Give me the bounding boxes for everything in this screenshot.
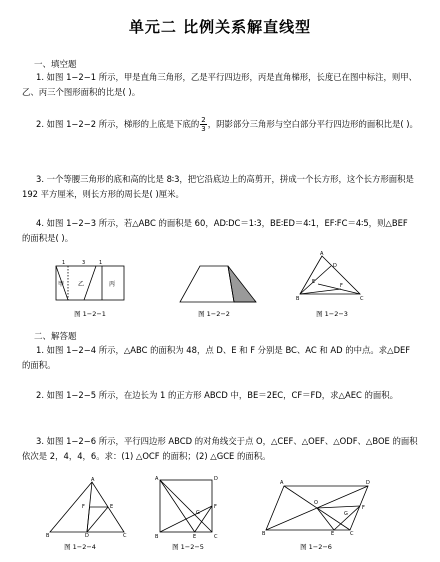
fig6-segment-ef xyxy=(334,506,360,530)
fig6-segment-of xyxy=(317,506,360,508)
fig5-segment-bf xyxy=(160,506,212,532)
fig1-region-jia: 甲 xyxy=(58,281,65,288)
fig3-label-d: D xyxy=(333,263,337,269)
fig5-label-f: F xyxy=(214,504,217,510)
question-2 xyxy=(22,116,418,133)
fig1-label-top-1: 1 xyxy=(62,260,66,266)
fig6-label-b: B xyxy=(262,531,266,537)
problem-3: 3. 如图 1−2−6 所示，平行四边形 ABCD 的对角线交于点 O，△CEF、△OEF、△ODF、△BOE 的面积依次是 2，4，4，6。求：(1) △OCF 的面积；(2) △GCE 的面积。 xyxy=(22,436,418,461)
fig1-label-top-2: 3 xyxy=(82,260,86,266)
fraction-numerator: 2 xyxy=(201,116,206,124)
section-fill-in-heading: 一、填空题 xyxy=(34,60,77,70)
figure-1-2-1 xyxy=(54,260,126,304)
fig5-label-e: E xyxy=(193,534,197,540)
fig3-label-c: C xyxy=(360,296,364,302)
fig5-segment-ae xyxy=(160,480,195,532)
fig5-label-a: A xyxy=(155,476,159,482)
fig4-label-b: B xyxy=(46,533,50,539)
fig3-segment-bd xyxy=(300,266,331,294)
fig3-label-e: E xyxy=(312,279,316,285)
problem-1: 1. 如图 1−2−4 所示，△ABC 的面积为 48，点 D、E 和 F 分别是 BC、AC 和 AD 的中点。求△DEF 的面积。 xyxy=(22,345,411,370)
fig6-label-o: O xyxy=(314,500,318,506)
fraction-denominator: 3 xyxy=(201,125,206,133)
fig4-label-d: D xyxy=(85,533,89,539)
fig3-segment-bf xyxy=(300,289,341,294)
question-3: 3. 一个等腰三角形的底和高的比是 8∶3，把它沿底边上的高剪开，拼成一个长方形，这个长方形面积是 192 平方厘米，则长方形的周长是( )厘米。 xyxy=(22,174,414,199)
fig1-region-yi: 乙 xyxy=(78,281,85,288)
fig4-label-c: C xyxy=(123,533,127,539)
fig3-label-a: A xyxy=(320,251,324,257)
caption-1-2-3: 图 1−2−3 xyxy=(316,310,348,318)
fig5-label-g: G xyxy=(196,510,200,516)
figure-1-2-3 xyxy=(296,252,366,302)
fig2-trapezoid xyxy=(180,266,234,302)
fig6-label-f: F xyxy=(362,505,365,511)
fig6-label-g: G xyxy=(344,511,348,517)
fig3-label-b: B xyxy=(296,296,300,302)
caption-1-2-5: 图 1−2−5 xyxy=(172,543,204,551)
fig4-segment-de xyxy=(87,507,108,532)
fig5-label-b: B xyxy=(155,534,159,540)
caption-1-2-4: 图 1−2−4 xyxy=(64,543,96,551)
figure-1-2-5 xyxy=(154,474,220,540)
figure-1-2-6 xyxy=(262,480,372,536)
problem-2: 2. 如图 1−2−5 所示，在边长为 1 的正方形 ABCD 中，BE＝2EC，CF＝FD，求△AEC 的面积。 xyxy=(36,390,399,400)
fig6-label-d: D xyxy=(366,480,370,486)
fig4-label-f: F xyxy=(82,504,85,510)
fig1-region-bing: 丙 xyxy=(109,281,116,288)
fig6-segment-oe xyxy=(317,508,334,530)
question-2-after: ，阴影部分三角形与空白部分平行四边形的面积比是( )。 xyxy=(207,119,418,129)
fig6-label-a: A xyxy=(280,480,284,486)
fig4-label-a: A xyxy=(91,477,95,483)
figure-1-2-4 xyxy=(46,478,128,538)
fig4-label-e: E xyxy=(110,504,114,510)
fig4-segment-df xyxy=(87,507,90,532)
fig5-diagonal-ac xyxy=(160,480,212,532)
caption-1-2-1: 图 1−2−1 xyxy=(74,310,106,318)
fig6-label-c: C xyxy=(350,531,354,537)
fig3-label-f: F xyxy=(340,283,343,289)
fig1-parallelogram-edge xyxy=(84,266,96,300)
fig5-label-c: C xyxy=(214,534,218,540)
caption-1-2-6: 图 1−2−6 xyxy=(300,543,332,551)
page-title: 单元二 比例关系解直线型 xyxy=(128,18,312,36)
fraction xyxy=(200,116,206,133)
fig1-label-top-3: 1 xyxy=(99,260,103,266)
question-4: 4. 如图 1−2−3 所示，若△ABC 的面积是 60，AD∶DC＝1∶3，BE∶ED＝4∶1，EF∶FC＝4∶5，则△BEF 的面积是( )。 xyxy=(22,218,408,243)
fig6-label-e: E xyxy=(331,531,335,537)
caption-1-2-2: 图 1−2−2 xyxy=(198,310,230,318)
fig2-shaded-triangle xyxy=(228,266,256,302)
figure-1-2-2 xyxy=(178,262,258,306)
question-1: 1. 如图 1−2−1 所示，甲是直角三角形，乙是平行四边形，丙是直角梯形，长度已在图中标注，则甲、乙、丙三个图形面积的比是( )。 xyxy=(22,72,417,97)
section-solve-heading: 二、解答题 xyxy=(34,332,77,342)
fig3-triangle-abc xyxy=(300,256,360,294)
fig5-label-d: D xyxy=(214,476,218,482)
question-2-before: 2. 如图 1−2−2 所示，梯形的上底是下底的 xyxy=(36,119,200,129)
